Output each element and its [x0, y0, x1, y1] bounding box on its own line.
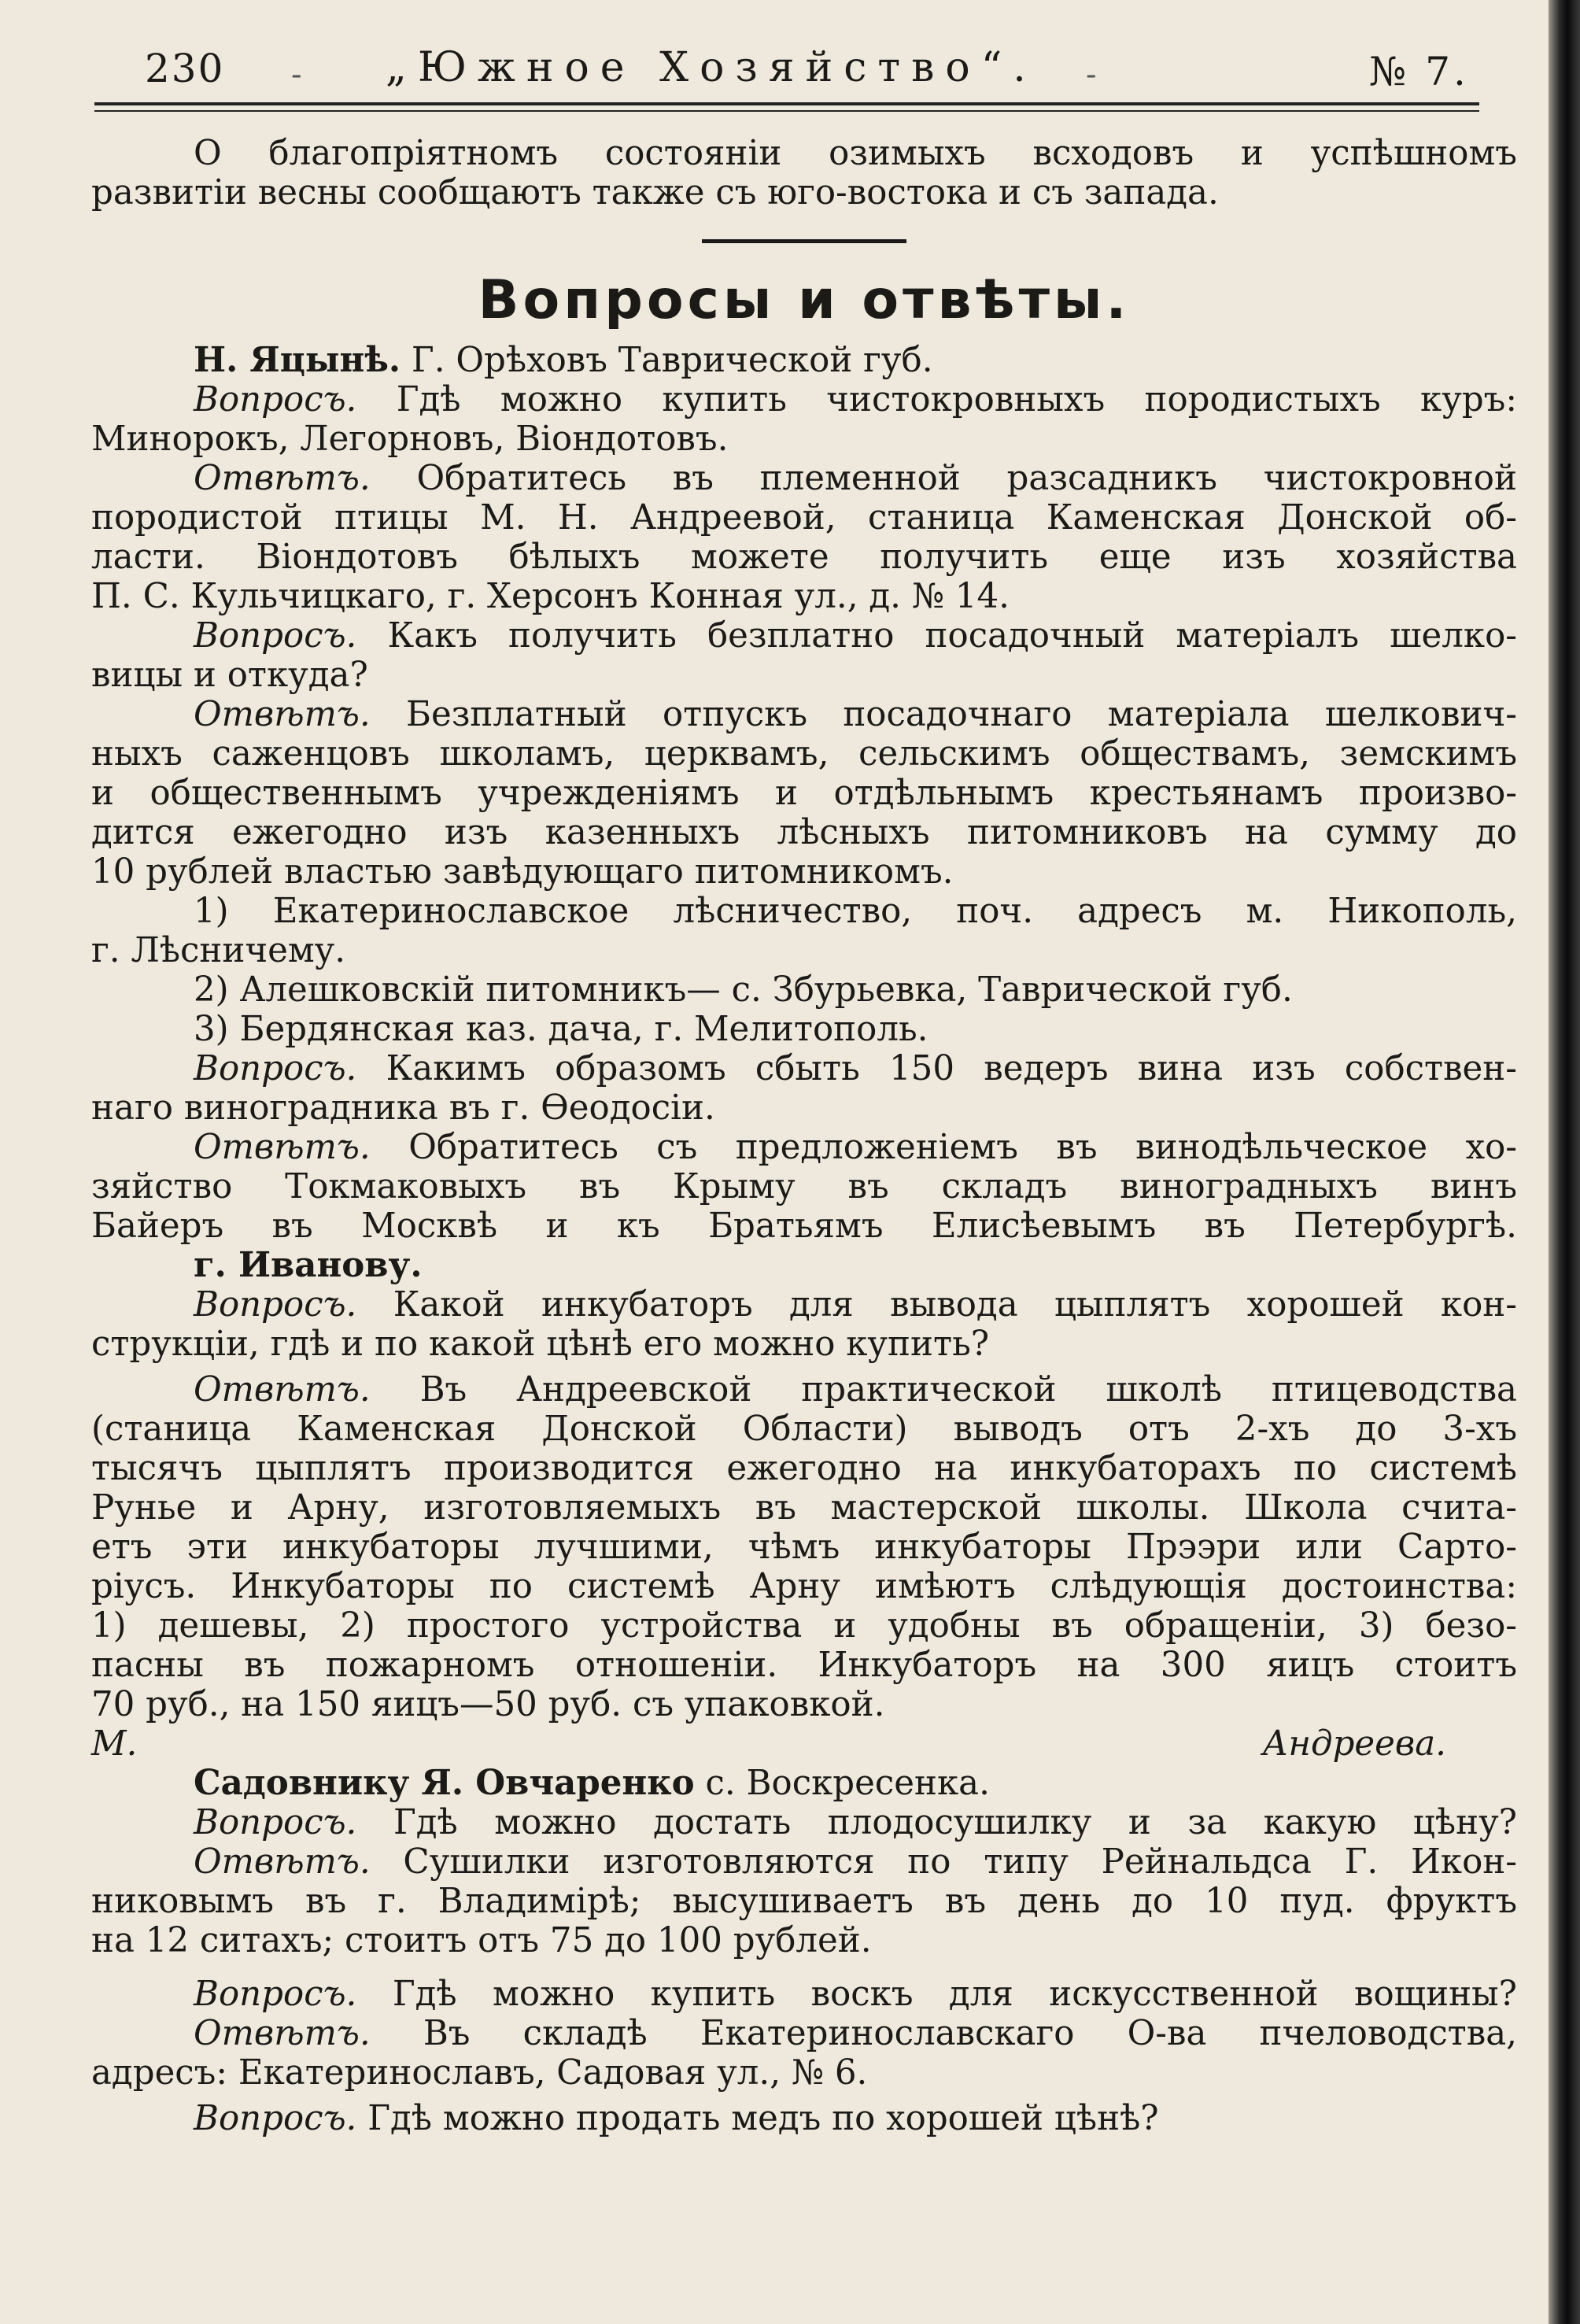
- answer-line: Отвѣтъ. Безплатный отпускъ посадочнаго матеріала шелкович-: [194, 695, 1517, 734]
- answer-line: 1) дешевы, 2) простого устройства и удобны въ обращеніи, 3) безо-: [91, 1606, 1517, 1646]
- answer-line: пасны въ пожарномъ отношеніи. Инкубаторъ на 300 яицъ стоитъ: [91, 1646, 1517, 1685]
- running-header: [94, 46, 1487, 101]
- question-line: вицы и откуда?: [91, 656, 368, 695]
- question-label: Вопросъ.: [194, 1975, 357, 2014]
- question-line: Вопросъ. Какъ получить безплатно посадочный матеріалъ шелко-: [194, 616, 1517, 656]
- article-body: [91, 134, 1517, 2138]
- answer-line: тысячъ цыплятъ производится ежегодно на инкубаторахъ по системѣ: [91, 1449, 1517, 1488]
- answer-line: 10 рублей властью завѣдующаго питомникомъ.: [91, 852, 954, 892]
- header-rule: [94, 102, 1479, 105]
- header-dash: -: [291, 57, 302, 93]
- list-item: 1) Екатеринославское лѣсничество, поч. адресъ м. Никополь,: [194, 892, 1517, 931]
- question-line: Вопросъ. Гдѣ можно достать плодосушилку и за какую цѣну?: [194, 1803, 1517, 1842]
- question-line: Вопросъ. Гдѣ можно продать медъ по хорошей цѣнѣ?: [194, 2099, 1159, 2138]
- question-label: Вопросъ.: [194, 1285, 357, 1325]
- answer-line: 70 руб., на 150 яицъ—50 руб. съ упаковкой.: [91, 1685, 885, 1724]
- addressee-place: с. Воскресенка.: [705, 1764, 990, 1803]
- book-binding-edge: [1549, 0, 1580, 2324]
- section-title: Вопросы и отвѣты.: [478, 269, 1131, 331]
- answer-label: Отвѣтъ.: [194, 2014, 371, 2053]
- question-line: струкціи, гдѣ и по какой цѣнѣ его можно купить?: [91, 1325, 990, 1364]
- answer-line: Отвѣтъ. Обратитесь съ предложеніемъ въ винодѣльческое хо-: [194, 1128, 1517, 1167]
- question-line: Вопросъ. Гдѣ можно купить чистокровныхъ породистыхъ куръ:: [194, 380, 1518, 419]
- answer-line: Отвѣтъ. Обратитесь въ племенной разсадникъ чистокровной: [194, 459, 1517, 498]
- answer-line: Отвѣтъ. Въ складѣ Екатеринославскаго О-ва пчеловодства,: [194, 2014, 1517, 2053]
- list-item: 3) Бердянская каз. дача, г. Мелитополь.: [194, 1010, 928, 1049]
- addressee-name: Н. Яцынѣ.: [194, 340, 401, 380]
- question-label: Вопросъ.: [194, 380, 357, 419]
- answer-line: ріусъ. Инкубаторы по системѣ Арну имѣютъ слѣдующія достоинства:: [91, 1567, 1517, 1606]
- answer-label: Отвѣтъ.: [194, 1128, 371, 1167]
- answer-label: Отвѣтъ.: [194, 459, 371, 498]
- answer-line: и общественнымъ учрежденіямъ и отдѣльнымъ крестьянамъ произво-: [91, 774, 1517, 813]
- answer-label: Отвѣтъ.: [194, 1370, 371, 1410]
- question-line: наго виноградника въ г. Ѳеодосіи.: [91, 1088, 715, 1128]
- question-label: Вопросъ.: [194, 1803, 357, 1842]
- list-item: г. Лѣсничему.: [91, 931, 346, 970]
- intro-line: О благопріятномъ состояніи озимыхъ всходовъ и успѣшномъ: [194, 134, 1517, 173]
- page-number: 230: [145, 46, 225, 91]
- question-label: Вопросъ.: [194, 1049, 357, 1088]
- answer-line: Отвѣтъ. Въ Андреевской практической школѣ птицеводства: [194, 1370, 1517, 1410]
- intro-line: развитіи весны сообщаютъ также съ юго-востока и съ запада.: [91, 173, 1219, 212]
- question-label: Вопросъ.: [194, 2099, 357, 2138]
- answer-line: зяйство Токмаковыхъ въ Крыму въ складъ виноградныхъ винъ: [91, 1167, 1517, 1206]
- addressee-name: Садовнику Я. Овчаренко: [194, 1763, 695, 1803]
- addressee: [91, 1246, 1517, 1285]
- answer-line: ныхъ саженцовъ школамъ, церквамъ, сельскимъ обществамъ, земскимъ: [91, 734, 1517, 774]
- answer-line: ласти. Віондотовъ бѣлыхъ можете получить еще изъ хозяйства: [91, 538, 1517, 577]
- question-line: Минорокъ, Легорновъ, Віондотовъ.: [91, 419, 729, 459]
- question-line: Вопросъ. Какой инкубаторъ для вывода цыплятъ хорошей кон-: [194, 1285, 1517, 1325]
- question-line: Вопросъ. Какимъ образомъ сбыть 150 ведеръ вина изъ собствен-: [194, 1049, 1517, 1088]
- answer-line: (станица Каменская Донской Области) выводъ отъ 2-хъ до 3-хъ: [91, 1410, 1517, 1449]
- answer-line: дится ежегодно изъ казенныхъ лѣсныхъ питомниковъ на сумму до: [91, 813, 1517, 852]
- section-separator: [702, 239, 906, 243]
- journal-title: „Южное Хозяйство“.: [386, 44, 1037, 91]
- question-line: Вопросъ. Гдѣ можно купить воскъ для искусственной вощины?: [194, 1975, 1517, 2014]
- answer-line: Отвѣтъ. Сушилки изготовляются по типу Рейнальдса Г. Икон-: [194, 1842, 1517, 1882]
- addressee: [91, 1764, 1517, 1803]
- answer-label: Отвѣтъ.: [194, 1842, 371, 1882]
- issue-number: № 7.: [1369, 49, 1469, 94]
- header-rule-thin: [94, 110, 1479, 112]
- answer-line: на 12 ситахъ; стоитъ отъ 75 до 100 рублей.: [91, 1921, 872, 1960]
- answer-label: Отвѣтъ.: [194, 695, 371, 734]
- answer-line: Байеръ въ Москвѣ и къ Братьямъ Елисѣевымъ въ Петербургѣ.: [91, 1206, 1517, 1246]
- signature: М. Андреева.: [91, 1724, 1446, 1764]
- addressee-place: Г. Орѣховъ Таврической губ.: [411, 341, 933, 380]
- answer-line: породистой птицы М. Н. Андреевой, станица Каменская Донской об-: [91, 498, 1517, 538]
- answer-line: Рунье и Арну, изготовляемыхъ въ мастерской школы. Школа счита-: [91, 1488, 1517, 1528]
- addressee-name: г. Иванову.: [194, 1245, 423, 1285]
- answer-line: никовымъ въ г. Владимірѣ; высушиваетъ въ день до 10 пуд. фруктъ: [91, 1882, 1517, 1921]
- answer-line: П. С. Кульчицкаго, г. Херсонъ Конная ул., д. № 14.: [91, 577, 1010, 616]
- question-label: Вопросъ.: [194, 616, 357, 656]
- answer-line: адресъ: Екатеринославъ, Садовая ул., № 6.: [91, 2053, 868, 2093]
- addressee: [91, 341, 1517, 380]
- header-dash: -: [1086, 57, 1097, 93]
- list-item: 2) Алешковскій питомникъ— с. Збурьевка, Таврической губ.: [194, 970, 1293, 1010]
- answer-line: етъ эти инкубаторы лучшими, чѣмъ инкубаторы Прээри или Сарто-: [91, 1528, 1517, 1567]
